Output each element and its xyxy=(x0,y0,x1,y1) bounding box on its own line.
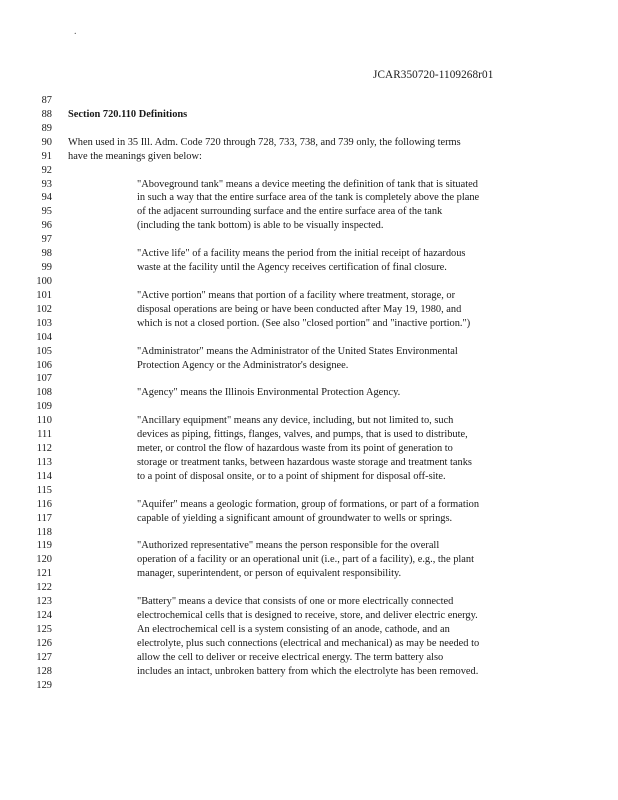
line-number: 118 xyxy=(36,526,52,538)
line-number: 88 xyxy=(41,108,52,120)
line-number: 102 xyxy=(36,303,52,315)
text-line: waste at the facility until the Agency receives certification of final closure. xyxy=(137,262,447,273)
line-number: 93 xyxy=(41,178,52,190)
line-number: 116 xyxy=(36,498,52,510)
line-number: 107 xyxy=(36,373,52,385)
text-line: "Ancillary equipment" means any device, including, but not limited to, such xyxy=(137,415,454,427)
text-line: "Agency" means the Illinois Environmental Protection Agency. xyxy=(137,387,401,399)
line-number: 117 xyxy=(36,512,52,524)
line-number: 96 xyxy=(41,220,52,232)
line-number: 92 xyxy=(41,164,52,176)
text-line: meter, or control the flow of hazardous waste from its point of generation to xyxy=(137,443,453,454)
line-number: 123 xyxy=(36,596,52,608)
text-line: (including the tank bottom) is able to be visually inspected. xyxy=(137,220,384,232)
text-line: allow the cell to deliver or receive electrical energy. The term battery also xyxy=(137,651,444,663)
line-number: 115 xyxy=(36,484,52,496)
line-number: 105 xyxy=(36,345,52,357)
line-number: 122 xyxy=(36,582,52,594)
line-number: 120 xyxy=(36,554,52,566)
text-line: capable of yielding a significant amount of groundwater to wells or springs. xyxy=(137,512,453,524)
text-line: An electrochemical cell is a system consisting of an anode, cathode, and an xyxy=(137,624,450,635)
line-number: 125 xyxy=(36,624,52,635)
line-number: 129 xyxy=(36,679,52,691)
text-line: to a point of disposal onsite, or to a point of shipment for disposal off-site. xyxy=(137,470,446,482)
line-number: 108 xyxy=(36,387,52,399)
line-number: 103 xyxy=(36,317,52,329)
line-number: 119 xyxy=(36,540,52,552)
text-line: electrochemical cells that is designed to receive, store, and deliver electric energy. xyxy=(137,610,478,621)
scan-artifact-dot: . xyxy=(74,26,77,37)
text-line: electrolyte, plus such connections (electrical and mechanical) as may be needed to xyxy=(137,637,480,649)
text-line: "Aboveground tank" means a device meeting the definition of tank that is situated xyxy=(137,178,478,190)
line-number: 100 xyxy=(36,276,52,287)
line-number: 99 xyxy=(41,262,52,273)
text-line: "Administrator" means the Administrator of the United States Environmental xyxy=(137,345,458,357)
line-number: 111 xyxy=(37,429,52,441)
line-number: 109 xyxy=(36,401,52,413)
line-number: 95 xyxy=(41,206,52,218)
text-line: "Active portion" means that portion of a facility where treatment, storage, or xyxy=(137,289,456,301)
line-number: 91 xyxy=(41,150,52,162)
line-number: 126 xyxy=(36,637,52,649)
line-number: 124 xyxy=(36,610,52,621)
line-number: 90 xyxy=(41,136,52,148)
line-number: 121 xyxy=(36,568,52,580)
text-line: operation of a facility or an operational unit (i.e., part of a facility), e.g., the plant xyxy=(137,554,474,566)
text-line: Protection Agency or the Administrator's designee. xyxy=(137,359,349,371)
text-line: "Authorized representative" means the person responsible for the overall xyxy=(137,540,440,552)
text-line: which is not a closed portion. (See also "closed portion" and "inactive portion.") xyxy=(137,317,471,329)
line-number: 127 xyxy=(36,651,52,663)
text-line: "Battery" means a device that consists of one or more electrically connected xyxy=(137,596,454,608)
line-number: 113 xyxy=(36,456,52,468)
line-number: 104 xyxy=(36,331,52,343)
line-number: 98 xyxy=(41,248,52,260)
line-number: 112 xyxy=(36,443,52,454)
text-line: "Active life" of a facility means the period from the initial receipt of hazardous xyxy=(137,248,466,260)
document-id: JCAR350720-1109268r01 xyxy=(373,69,494,81)
text-line: manager, superintendent, or person of equivalent responsibility. xyxy=(137,568,402,580)
text-line: devices as piping, fittings, flanges, valves, and pumps, that is used to distribute, xyxy=(137,429,468,441)
text-line: storage or treatment tanks, between hazardous waste storage and treatment tanks xyxy=(137,456,472,468)
text-line: "Aquifer" means a geologic formation, group of formations, or part of a formation xyxy=(137,498,480,510)
text-line: includes an intact, unbroken battery from which the electrolyte has been removed. xyxy=(137,665,479,677)
text-line: of the adjacent surrounding surface and the entire surface area of the tank xyxy=(137,206,443,218)
line-number: 89 xyxy=(41,122,52,134)
text-line: in such a way that the entire surface area of the tank is completely above the plane xyxy=(137,192,480,204)
section-heading: Section 720.110 Definitions xyxy=(68,108,188,120)
text-line: disposal operations are being or have been conducted after May 19, 1980, and xyxy=(137,303,462,315)
line-number: 87 xyxy=(41,95,52,106)
text-line: have the meanings given below: xyxy=(68,150,202,162)
line-number: 94 xyxy=(41,192,52,204)
line-number: 128 xyxy=(36,665,52,677)
line-number: 110 xyxy=(36,415,52,427)
line-number: 106 xyxy=(36,359,52,371)
line-number: 101 xyxy=(36,289,52,301)
text-line: When used in 35 Ill. Adm. Code 720 through 728, 733, 738, and 739 only, the following terms xyxy=(68,136,461,148)
line-number: 114 xyxy=(36,470,52,482)
line-number: 97 xyxy=(41,234,52,246)
